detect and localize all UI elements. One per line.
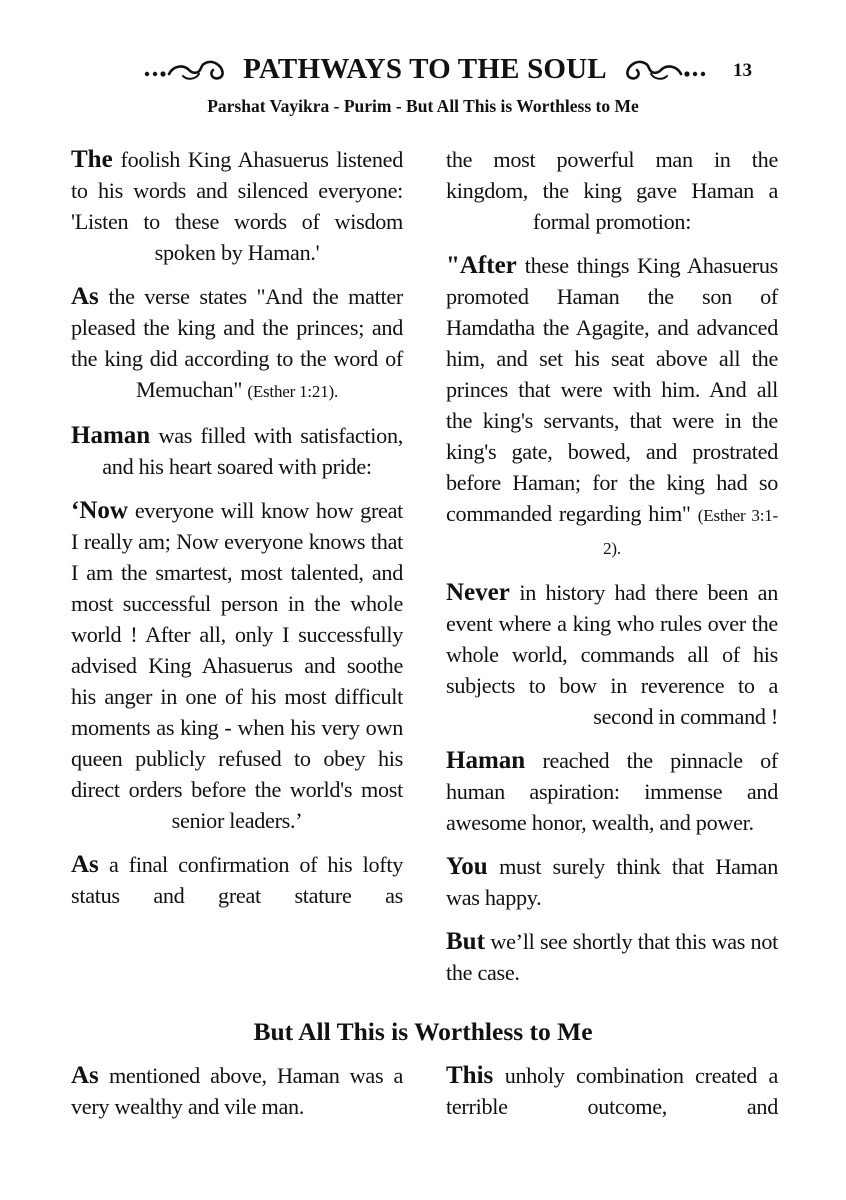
lead-word: Haman <box>446 747 526 774</box>
paragraph-text: the most powerful man in the kingdom, the king gave Haman a formal promotion: <box>446 147 778 234</box>
lead-word: This <box>446 1062 494 1089</box>
page-title: PATHWAYS TO THE SOUL <box>243 52 607 85</box>
paragraph <box>446 144 778 237</box>
running-title <box>135 52 715 86</box>
lead-word: Never <box>446 579 510 606</box>
paragraph <box>71 144 403 268</box>
right-ornament-icon <box>615 54 707 84</box>
paragraph <box>446 745 778 838</box>
paragraph <box>71 495 403 836</box>
right-column-bottom <box>446 1060 778 1135</box>
paragraph <box>446 1060 778 1122</box>
lead-word: As <box>71 283 99 310</box>
paragraph-text: a final confirmation of his lofty status and great stature as <box>71 852 403 908</box>
left-column-bottom <box>71 1060 403 1135</box>
paragraph-text: was filled with satisfaction, and his heart soared with pride: <box>102 423 403 479</box>
lead-word: As <box>71 1062 99 1089</box>
chapter-subtitle: Parshat Vayikra - Purim - But All This is Worthless to Me <box>207 96 639 116</box>
paragraph <box>446 926 778 988</box>
paragraph <box>446 851 778 913</box>
paragraph-text: must surely think that Haman was happy. <box>446 854 778 910</box>
lead-word: But <box>446 928 485 955</box>
paragraph <box>71 420 403 482</box>
citation: (Esther 1:21). <box>247 382 339 401</box>
paragraph-text: the verse states "And the matter pleased the king and the princes; and the king did according to the word of Memuchan" <box>71 284 403 402</box>
paragraph-text: unholy combination created a terrible outcome, and <box>446 1063 778 1119</box>
lead-word: As <box>71 851 99 878</box>
paragraph-text: mentioned above, Haman was a very wealthy and vile man. <box>71 1063 403 1119</box>
paragraph <box>71 849 403 911</box>
right-column <box>446 144 778 1001</box>
paragraph <box>71 1060 403 1122</box>
paragraph <box>71 281 403 407</box>
left-column <box>71 144 403 924</box>
paragraph-text: everyone will know how great I really am; Now everyone knows that I am the smartest, most talented, and most successful person in the whole world ! After all, only I successfully advised King Ahasuerus and soothe his anger in one of his most difficult moments as king - when his very own queen publicly refused to obey his direct orders before the world's most senior leaders.’ <box>71 498 403 833</box>
lead-word: ‘Now <box>71 497 128 524</box>
paragraph-text: in history had there been an event where a king who rules over the whole world, commands all of his subjects to bow in reverence to a second in command ! <box>446 580 778 729</box>
lead-word: Haman <box>71 422 151 449</box>
page-number: 13 <box>733 60 752 81</box>
paragraph-text: foolish King Ahasuerus listened to his words and silenced everyone: 'Listen to these words of wisdom spoken by Haman.' <box>71 147 403 265</box>
lead-word: You <box>446 853 488 880</box>
paragraph <box>446 250 778 564</box>
paragraph-text: we’ll see shortly that this was not the case. <box>446 929 778 985</box>
lead-word: The <box>71 146 113 173</box>
citation: (Esther 3:1-2). <box>603 506 778 558</box>
paragraph <box>446 577 778 732</box>
lead-word: "After <box>446 252 517 279</box>
paragraph-text: reached the pinnacle of human aspiration: immense and awesome honor, wealth, and power. <box>446 748 778 835</box>
left-ornament-icon <box>143 54 235 84</box>
section-heading: But All This is Worthless to Me <box>253 1017 593 1046</box>
paragraph-text: these things King Ahasuerus promoted Haman the son of Hamdatha the Agagite, and advanced him, and set his seat above all the princes that were with him. And all the king's servants, that were in the king's gate, bowed, and prostrated before Haman; for the king had so commanded regarding him" <box>446 253 778 526</box>
page-header <box>0 52 846 92</box>
